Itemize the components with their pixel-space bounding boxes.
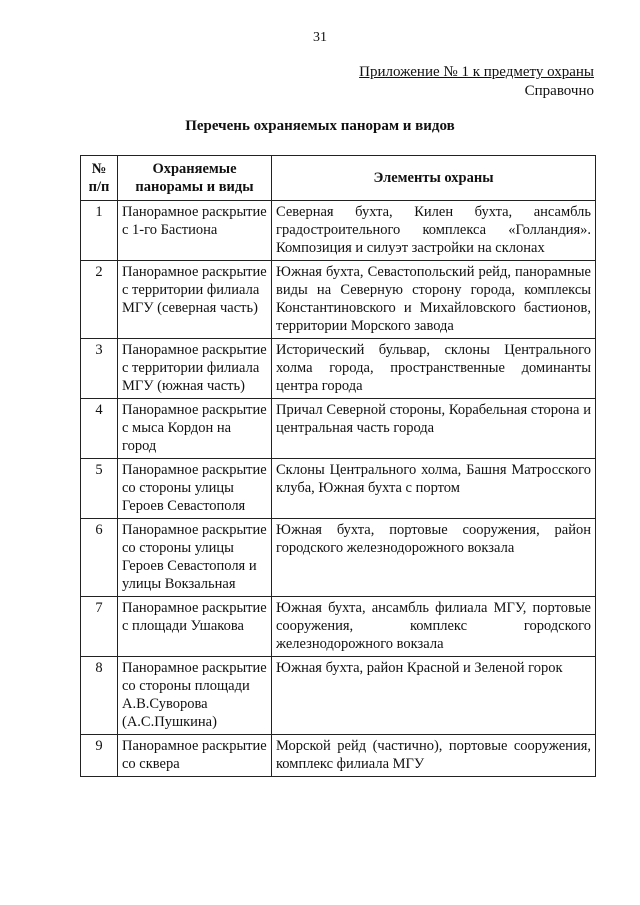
table-row: [81, 399, 596, 459]
row-view: Панорамное раскрытие со сквера: [118, 735, 272, 777]
table-row: [81, 735, 596, 777]
table-row: [81, 459, 596, 519]
header-elements: Элементы охраны: [272, 156, 596, 201]
header-views: [118, 156, 272, 201]
header-number-line1: №: [91, 161, 107, 177]
appendix-block: [359, 63, 594, 101]
row-view: Панорамное раскрытие со стороны улицы Героев Севастополя: [118, 459, 272, 519]
row-elements: Южная бухта, портовые сооружения, район городского железнодорожного вокзала: [272, 519, 596, 597]
row-number: 5: [81, 459, 118, 519]
table-row: [81, 261, 596, 339]
row-view: Панорамное раскрытие с территории филиала МГУ (северная часть): [118, 261, 272, 339]
header-number: [81, 156, 118, 201]
table-row: [81, 597, 596, 657]
row-elements: Исторический бульвар, склоны Центрального холма города, пространственные доминанты центра города: [272, 339, 596, 399]
row-elements: Северная бухта, Килен бухта, ансамбль градостроительного комплекса «Голландия». Композиция и силуэт застройки на склонах: [272, 201, 596, 261]
appendix-note: Справочно: [524, 83, 594, 99]
header-number-line2: п/п: [88, 179, 110, 195]
table-header-row: [81, 156, 596, 201]
header-views-line2: панорамы и виды: [135, 179, 254, 195]
row-elements: Южная бухта, Севастопольский рейд, панорамные виды на Северную сторону города, комплексы Константиновского и Михайловского бастионов, территории Морского завода: [272, 261, 596, 339]
row-view: Панорамное раскрытие с 1-го Бастиона: [118, 201, 272, 261]
appendix-title: Приложение № 1 к предмету охраны: [359, 64, 594, 80]
row-number: 7: [81, 597, 118, 657]
row-number: 9: [81, 735, 118, 777]
row-elements: Южная бухта, ансамбль филиала МГУ, портовые сооружения, комплекс городского железнодорожного вокзала: [272, 597, 596, 657]
page-number: 31: [313, 30, 327, 45]
document-title: Перечень охраняемых панорам и видов: [185, 118, 455, 134]
header-views-line1: Охраняемые: [152, 161, 237, 177]
table-row: [81, 519, 596, 597]
preservation-table: [80, 155, 596, 777]
row-elements: Морской рейд (частично), портовые сооружения, комплекс филиала МГУ: [272, 735, 596, 777]
row-number: 1: [81, 201, 118, 261]
row-view: Панорамное раскрытие со стороны площади А.В.Суворова (А.С.Пушкина): [118, 657, 272, 735]
row-number: 8: [81, 657, 118, 735]
row-number: 4: [81, 399, 118, 459]
row-view: Панорамное раскрытие со стороны улицы Героев Севастополя и улицы Вокзальная: [118, 519, 272, 597]
row-elements: Склоны Центрального холма, Башня Матросского клуба, Южная бухта с портом: [272, 459, 596, 519]
row-number: 2: [81, 261, 118, 339]
table-row: [81, 657, 596, 735]
table-row: [81, 339, 596, 399]
row-number: 3: [81, 339, 118, 399]
row-view: Панорамное раскрытие с мыса Кордон на город: [118, 399, 272, 459]
row-number: 6: [81, 519, 118, 597]
table-row: [81, 201, 596, 261]
row-elements: Южная бухта, район Красной и Зеленой горок: [272, 657, 596, 735]
row-view: Панорамное раскрытие с площади Ушакова: [118, 597, 272, 657]
row-elements: Причал Северной стороны, Корабельная сторона и центральная часть города: [272, 399, 596, 459]
row-view: Панорамное раскрытие с территории филиала МГУ (южная часть): [118, 339, 272, 399]
